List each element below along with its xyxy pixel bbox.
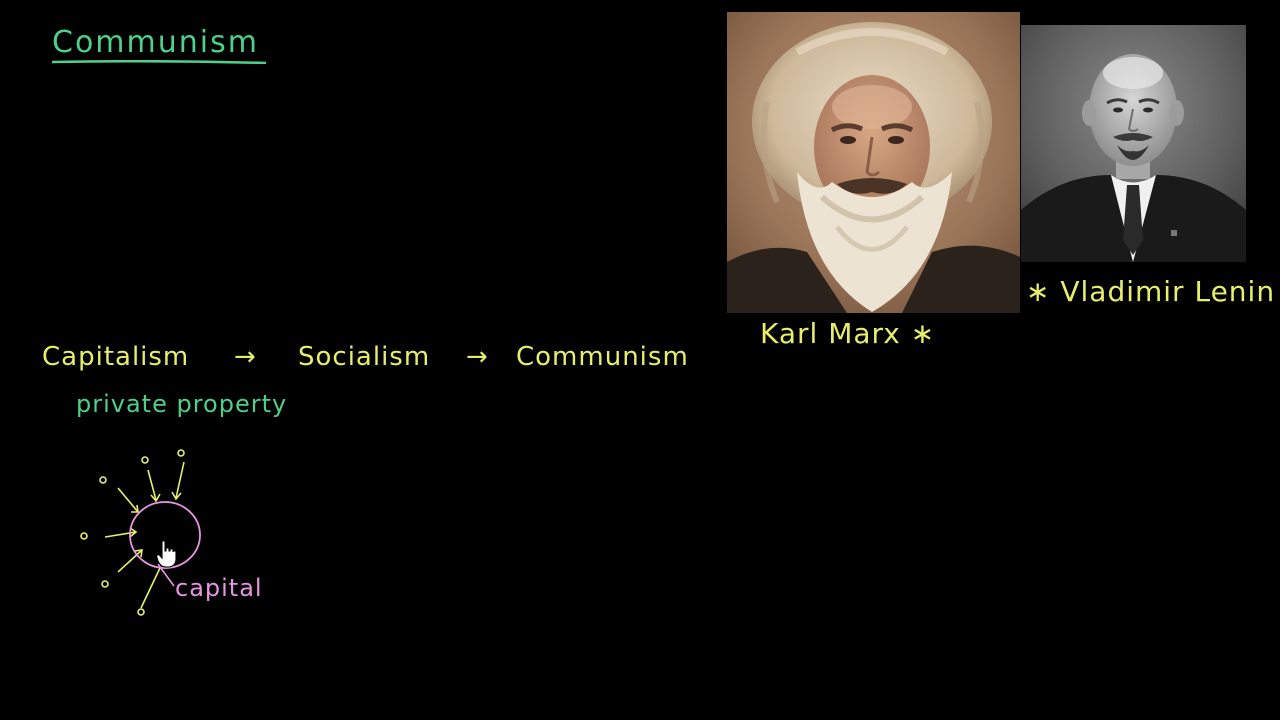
arrow-right-icon: → xyxy=(466,342,488,372)
worker-dot xyxy=(138,609,144,615)
flow-arrow xyxy=(176,462,184,498)
private-property-note: private property xyxy=(76,390,288,418)
worker-dot xyxy=(81,533,87,539)
worker-dot xyxy=(178,450,184,456)
capitalism-label: Capitalism xyxy=(42,342,190,372)
worker-dot xyxy=(100,477,106,483)
vladimir-lenin-portrait xyxy=(1021,25,1246,262)
capital-label: capital xyxy=(175,574,263,602)
vladimir-lenin-caption: ∗ Vladimir Lenin xyxy=(1026,275,1276,308)
title-underline xyxy=(52,60,266,64)
arrow-right-icon: → xyxy=(234,342,256,372)
communism-label: Communism xyxy=(516,342,689,372)
vladimir-lenin-photo xyxy=(1021,25,1246,262)
flow-arrow xyxy=(118,488,138,512)
board-title: Communism xyxy=(52,25,259,60)
karl-marx-portrait xyxy=(727,12,1020,313)
flow-arrow xyxy=(141,568,160,608)
worker-dot xyxy=(102,581,108,587)
karl-marx-photo xyxy=(727,12,1020,313)
karl-marx-caption: Karl Marx ∗ xyxy=(760,317,936,350)
hand-pointer-icon xyxy=(156,540,178,568)
flow-arrow xyxy=(118,550,142,572)
worker-dot xyxy=(142,457,148,463)
socialism-label: Socialism xyxy=(298,342,431,372)
